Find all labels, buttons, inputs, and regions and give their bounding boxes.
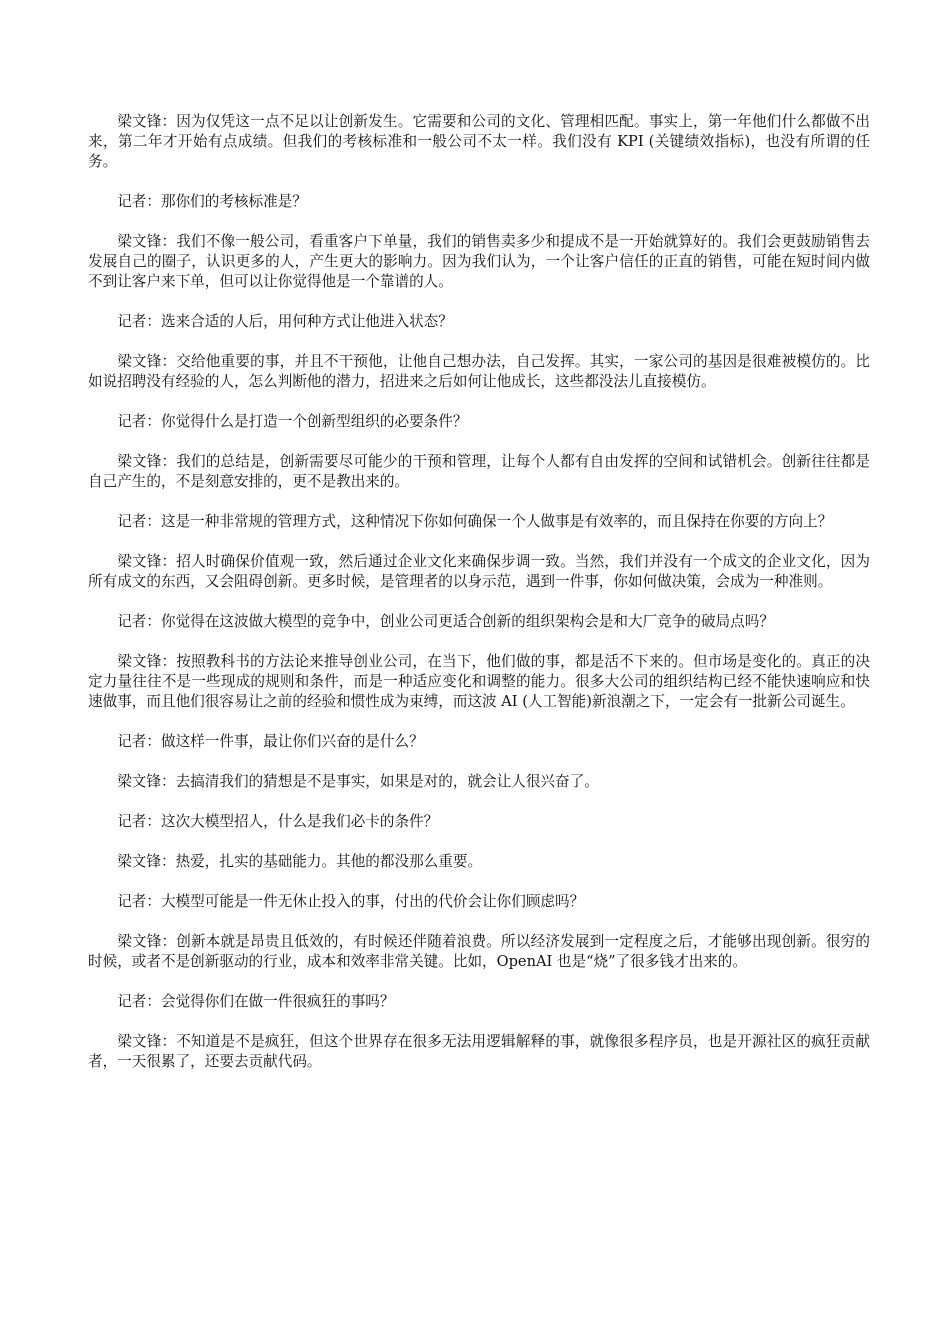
question-paragraph: 记者：选来合适的人后，用何种方式让他进入状态？ bbox=[117, 313, 453, 330]
question-paragraph: 记者：你觉得在这波做大模型的竞争中，创业公司更适合创新的组织架构会是和大厂竞争的破局点吗？ bbox=[117, 613, 774, 630]
answer-paragraph: 梁文锋：不知道是不是疯狂，但这个世界存在很多无法用逻辑解释的事，就像很多程序员，也是开源社区的疯狂贡献者，一天很累了，还要去贡献代码。 bbox=[88, 1033, 870, 1070]
question-paragraph: 记者：这是一种非常规的管理方式，这种情况下你如何确保一个人做事是有效率的，而且保持在你要的方向上？ bbox=[117, 513, 833, 530]
document-page bbox=[88, 112, 870, 1092]
question-paragraph: 记者：大模型可能是一件无休止投入的事，付出的代价会让你们顾虑吗？ bbox=[117, 893, 585, 910]
answer-paragraph: 梁文锋：我们不像一般公司，看重客户下单量，我们的销售卖多少和提成不是一开始就算好的。我们会更鼓励销售去发展自己的圈子，认识更多的人，产生更大的影响力。因为我们认为，一个让客户信任的正直的销售，可能在短时间内做不到让客户来下单，但可以让你觉得他是一个靠谱的人。 bbox=[88, 233, 870, 290]
answer-paragraph: 梁文锋：创新本就是昂贵且低效的，有时候还伴随着浪费。所以经济发展到一定程度之后，才能够出现创新。很穷的时候，或者不是创新驱动的行业，成本和效率非常关键。比如，OpenAI 也是“烧”了很多钱才出来的。 bbox=[88, 933, 870, 970]
answer-paragraph: 梁文锋：按照教科书的方法论来推导创业公司，在当下，他们做的事，都是活不下来的。但市场是变化的。真正的决定力量往往不是一些现成的规则和条件，而是一种适应变化和调整的能力。很多大公司的组织结构已经不能快速响应和快速做事，而且他们很容易让之前的经验和惯性成为束缚，而这波 AI (人工智能)新浪潮之下，一定会有一批新公司诞生。 bbox=[88, 653, 870, 710]
question-paragraph: 记者：会觉得你们在做一件很疯狂的事吗？ bbox=[117, 993, 395, 1010]
answer-paragraph: 梁文锋：我们的总结是，创新需要尽可能少的干预和管理，让每个人都有自由发挥的空间和试错机会。创新往往都是自己产生的，不是刻意安排的，更不是教出来的。 bbox=[88, 453, 870, 490]
question-paragraph: 记者：那你们的考核标准是？ bbox=[117, 193, 307, 210]
question-paragraph: 记者：这次大模型招人，什么是我们必卡的条件？ bbox=[117, 813, 439, 830]
question-paragraph: 记者：做这样一件事，最让你们兴奋的是什么？ bbox=[117, 733, 424, 750]
answer-paragraph: 梁文锋：交给他重要的事，并且不干预他，让他自己想办法，自己发挥。其实，一家公司的基因是很难被模仿的。比如说招聘没有经验的人，怎么判断他的潜力，招进来之后如何让他成长，这些都没法儿直接模仿。 bbox=[88, 353, 870, 390]
question-paragraph: 记者：你觉得什么是打造一个创新型组织的必要条件？ bbox=[117, 413, 468, 430]
answer-paragraph: 梁文锋：因为仅凭这一点不足以让创新发生。它需要和公司的文化、管理相匹配。事实上，第一年他们什么都做不出来，第二年才开始有点成绩。但我们的考核标准和一般公司不太一样。我们没有 KPI (关键绩效指标)，也没有所谓的任务。 bbox=[88, 113, 870, 170]
answer-paragraph: 梁文锋：招人时确保价值观一致，然后通过企业文化来确保步调一致。当然，我们并没有一个成文的企业文化，因为所有成文的东西，又会阻碍创新。更多时候，是管理者的以身示范，遇到一件事，你如何做决策，会成为一种准则。 bbox=[88, 553, 870, 590]
answer-paragraph: 梁文锋：热爱，扎实的基础能力。其他的都没那么重要。 bbox=[117, 853, 483, 870]
answer-paragraph: 梁文锋：去搞清我们的猜想是不是事实，如果是对的，就会让人很兴奋了。 bbox=[117, 773, 599, 790]
